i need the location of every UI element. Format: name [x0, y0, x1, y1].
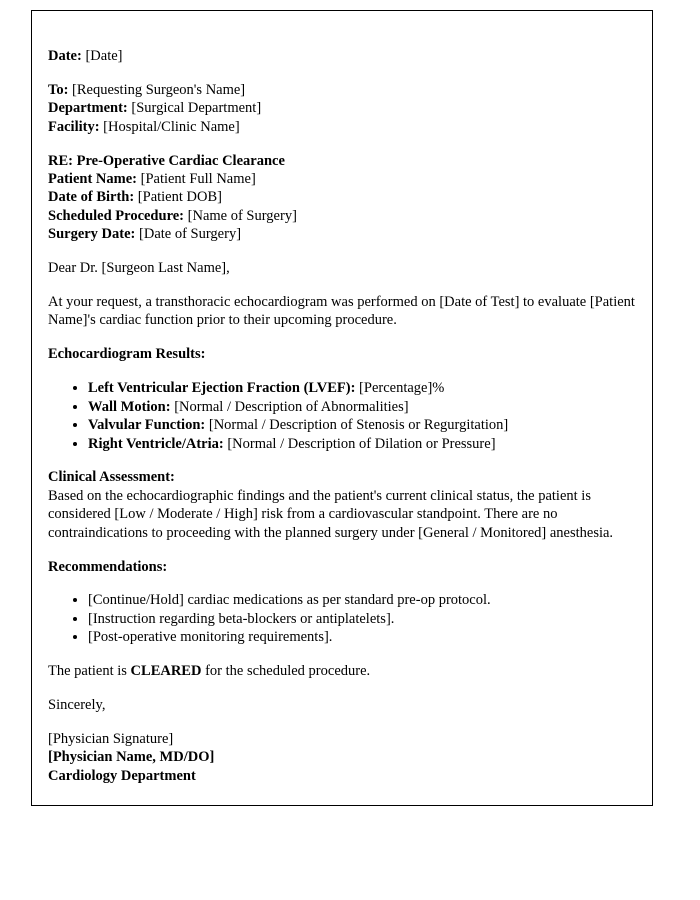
echo-result-item — [88, 379, 636, 397]
physician-name-text: [Physician Name, MD/DO] — [48, 749, 215, 766]
lvef-value: [Percentage]% — [355, 380, 445, 397]
lvef-label: Left Ventricular Ejection Fraction (LVEF): — [88, 380, 356, 397]
clinical-assessment-body: Based on the echocardiographic findings and the patient's current clinical status, the patient is considered [Low / Moderate / High] risk from a cardiovascular standpoint. There are no contraindications to proceeding with the planned surgery under [General / Monitored] anesthesia. — [48, 487, 614, 541]
date-value: [Date] — [81, 48, 123, 64]
department-signature-text: Cardiology Department — [48, 767, 196, 784]
salutation: Dear Dr. [Surgeon Last Name], — [48, 260, 230, 277]
echo-result-item — [88, 398, 636, 416]
dob-value: [Patient DOB] — [134, 189, 222, 206]
right-ventricle-label: Right Ventricle/Atria: — [88, 435, 224, 452]
to-label: To: — [48, 81, 69, 98]
surgery-date-label: Surgery Date: — [48, 226, 136, 243]
physician-name — [48, 748, 636, 766]
wall-motion-value: [Normal / Description of Abnormalities] — [170, 398, 409, 415]
clearance-before: The patient is — [48, 663, 131, 680]
recommendation-item: • [Post-operative monitoring requirements]. — [88, 628, 636, 646]
date-line — [48, 47, 636, 65]
department-signature — [48, 767, 636, 785]
dob-line — [48, 188, 636, 206]
patient-name-value: [Patient Full Name] — [136, 171, 256, 188]
echo-result-item — [88, 435, 636, 453]
date-label: Date: — [48, 48, 82, 64]
facility-value: [Hospital/Clinic Name] — [99, 118, 240, 135]
procedure-line — [48, 207, 636, 225]
echo-results-heading — [48, 345, 636, 363]
department-label: Department: — [48, 100, 128, 117]
recommendation-item: • [Instruction regarding beta-blockers or antiplatelets]. — [88, 610, 636, 628]
re-label: RE: Pre-Operative Cardiac Clearance — [48, 152, 285, 169]
echo-result-item — [88, 416, 636, 434]
facility-label: Facility: — [48, 118, 100, 135]
patient-name-line — [48, 170, 636, 188]
to-value: [Requesting Surgeon's Name] — [68, 81, 246, 98]
echo-results-list — [48, 379, 636, 453]
facility-line — [48, 118, 636, 136]
signature-placeholder: [Physician Signature] — [48, 730, 174, 747]
recommendation-item: • [Continue/Hold] cardiac medications as per standard pre-op protocol. — [88, 591, 636, 609]
department-line — [48, 99, 636, 117]
valvular-function-value: [Normal / Description of Stenosis or Regurgitation] — [205, 417, 509, 434]
intro-paragraph: At your request, a transthoracic echocardiogram was performed on [Date of Test] to evaluate [Patient Name]'s cardiac function prior to their upcoming procedure. — [48, 294, 635, 329]
closing: Sincerely, — [48, 697, 106, 714]
surgery-date-value: [Date of Surgery] — [135, 226, 242, 243]
dob-label: Date of Birth: — [48, 189, 135, 206]
clinical-assessment-heading-text: Clinical Assessment: — [48, 469, 175, 486]
recommendations-heading-text: Recommendations: — [48, 558, 168, 575]
letter-container — [31, 10, 653, 806]
right-ventricle-value: [Normal / Description of Dilation or Pressure] — [223, 435, 496, 452]
patient-name-label: Patient Name: — [48, 171, 137, 188]
clearance-emphasis: CLEARED — [130, 663, 202, 680]
clearance-after: for the scheduled procedure. — [201, 663, 371, 680]
surgery-date-line — [48, 225, 636, 243]
clearance-line — [48, 662, 636, 680]
clinical-assessment-heading — [48, 468, 636, 486]
recommendations-heading — [48, 558, 636, 576]
recommendations-list — [48, 591, 636, 646]
procedure-label: Scheduled Procedure: — [48, 207, 185, 224]
re-line — [48, 152, 636, 170]
valvular-function-label: Valvular Function: — [88, 417, 206, 434]
procedure-value: [Name of Surgery] — [184, 207, 297, 224]
wall-motion-label: Wall Motion: — [88, 398, 171, 415]
echo-results-heading-text: Echocardiogram Results: — [48, 346, 206, 363]
department-value: [Surgical Department] — [127, 100, 262, 117]
to-line — [48, 81, 636, 99]
